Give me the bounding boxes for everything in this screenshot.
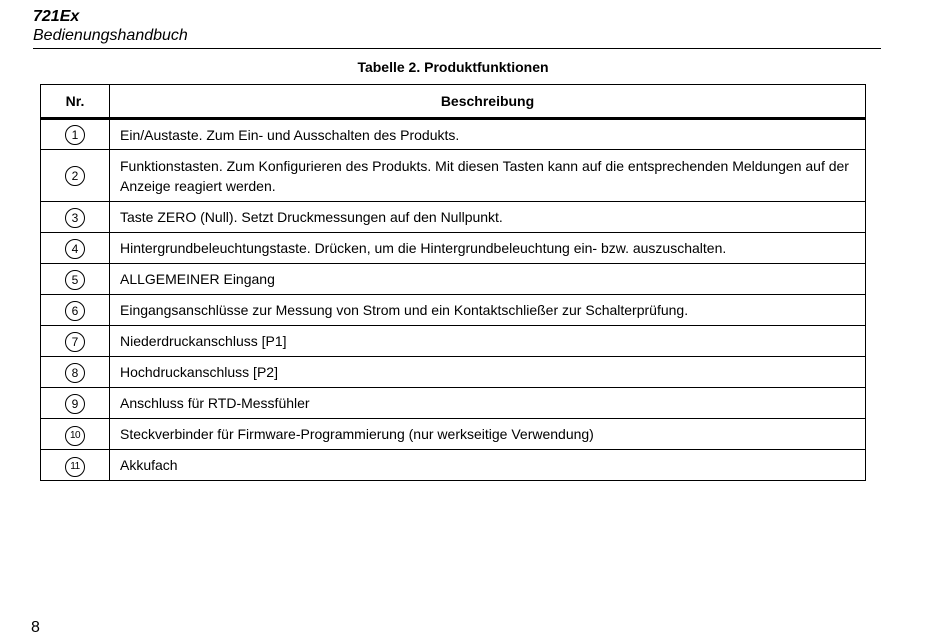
row-number-cell <box>41 357 110 388</box>
table-row <box>41 264 866 295</box>
table-row <box>41 150 866 202</box>
circled-number-icon: 9 <box>65 394 85 414</box>
row-description-cell: Taste ZERO (Null). Setzt Druckmessungen auf den Nullpunkt. <box>110 202 866 233</box>
circled-number-icon: 8 <box>65 363 85 383</box>
table-row <box>41 295 866 326</box>
manual-title: Bedienungshandbuch <box>33 27 188 44</box>
row-description-cell: Eingangsanschlüsse zur Messung von Strom und ein Kontaktschließer zur Schalterprüfung. <box>110 295 866 326</box>
row-description-cell: Hintergrundbeleuchtungstaste. Drücken, um die Hintergrundbeleuchtung ein- bzw. auszuschalten. <box>110 233 866 264</box>
circled-number-icon: 5 <box>65 270 85 290</box>
table-row <box>41 326 866 357</box>
page-header <box>33 8 881 49</box>
row-number-cell <box>41 295 110 326</box>
table-row <box>41 357 866 388</box>
row-description-cell: Niederdruckanschluss [P1] <box>110 326 866 357</box>
table-row <box>41 233 866 264</box>
row-number-cell <box>41 419 110 450</box>
table-row <box>41 388 866 419</box>
table-caption: Tabelle 2. Produktfunktionen <box>357 59 549 75</box>
row-description-cell: Funktionstasten. Zum Konfigurieren des Produkts. Mit diesen Tasten kann auf die entsprechenden Meldungen auf der Anzeige reagiert werden. <box>110 150 866 202</box>
circled-number-icon: 11 <box>65 457 85 477</box>
column-header-nr: Nr. <box>41 85 110 119</box>
row-number-cell <box>41 202 110 233</box>
row-description-cell: Anschluss für RTD-Messfühler <box>110 388 866 419</box>
circled-number-icon: 1 <box>65 125 85 145</box>
page-number: 8 <box>31 619 40 636</box>
row-number-cell <box>41 264 110 295</box>
row-number-cell <box>41 119 110 150</box>
table-row <box>41 119 866 150</box>
row-number-cell <box>41 388 110 419</box>
product-functions-table <box>40 84 866 481</box>
row-description-cell: Steckverbinder für Firmware-Programmierung (nur werkseitige Verwendung) <box>110 419 866 450</box>
row-number-cell <box>41 450 110 481</box>
circled-number-icon: 6 <box>65 301 85 321</box>
circled-number-icon: 4 <box>65 239 85 259</box>
table-row <box>41 450 866 481</box>
table-row <box>41 419 866 450</box>
row-number-cell <box>41 233 110 264</box>
circled-number-icon: 3 <box>65 208 85 228</box>
row-description-cell: Hochdruckanschluss [P2] <box>110 357 866 388</box>
table-row <box>41 202 866 233</box>
row-description-cell: Akkufach <box>110 450 866 481</box>
column-header-description: Beschreibung <box>110 85 866 119</box>
circled-number-icon: 2 <box>65 166 85 186</box>
product-model: 721Ex <box>33 8 80 25</box>
row-description-cell: Ein/Austaste. Zum Ein- und Ausschalten des Produkts. <box>110 119 866 150</box>
table-body <box>41 119 866 481</box>
row-number-cell <box>41 326 110 357</box>
row-description-cell: ALLGEMEINER Eingang <box>110 264 866 295</box>
circled-number-icon: 10 <box>65 426 85 446</box>
circled-number-icon: 7 <box>65 332 85 352</box>
row-number-cell <box>41 150 110 202</box>
table-header-row <box>41 85 866 119</box>
